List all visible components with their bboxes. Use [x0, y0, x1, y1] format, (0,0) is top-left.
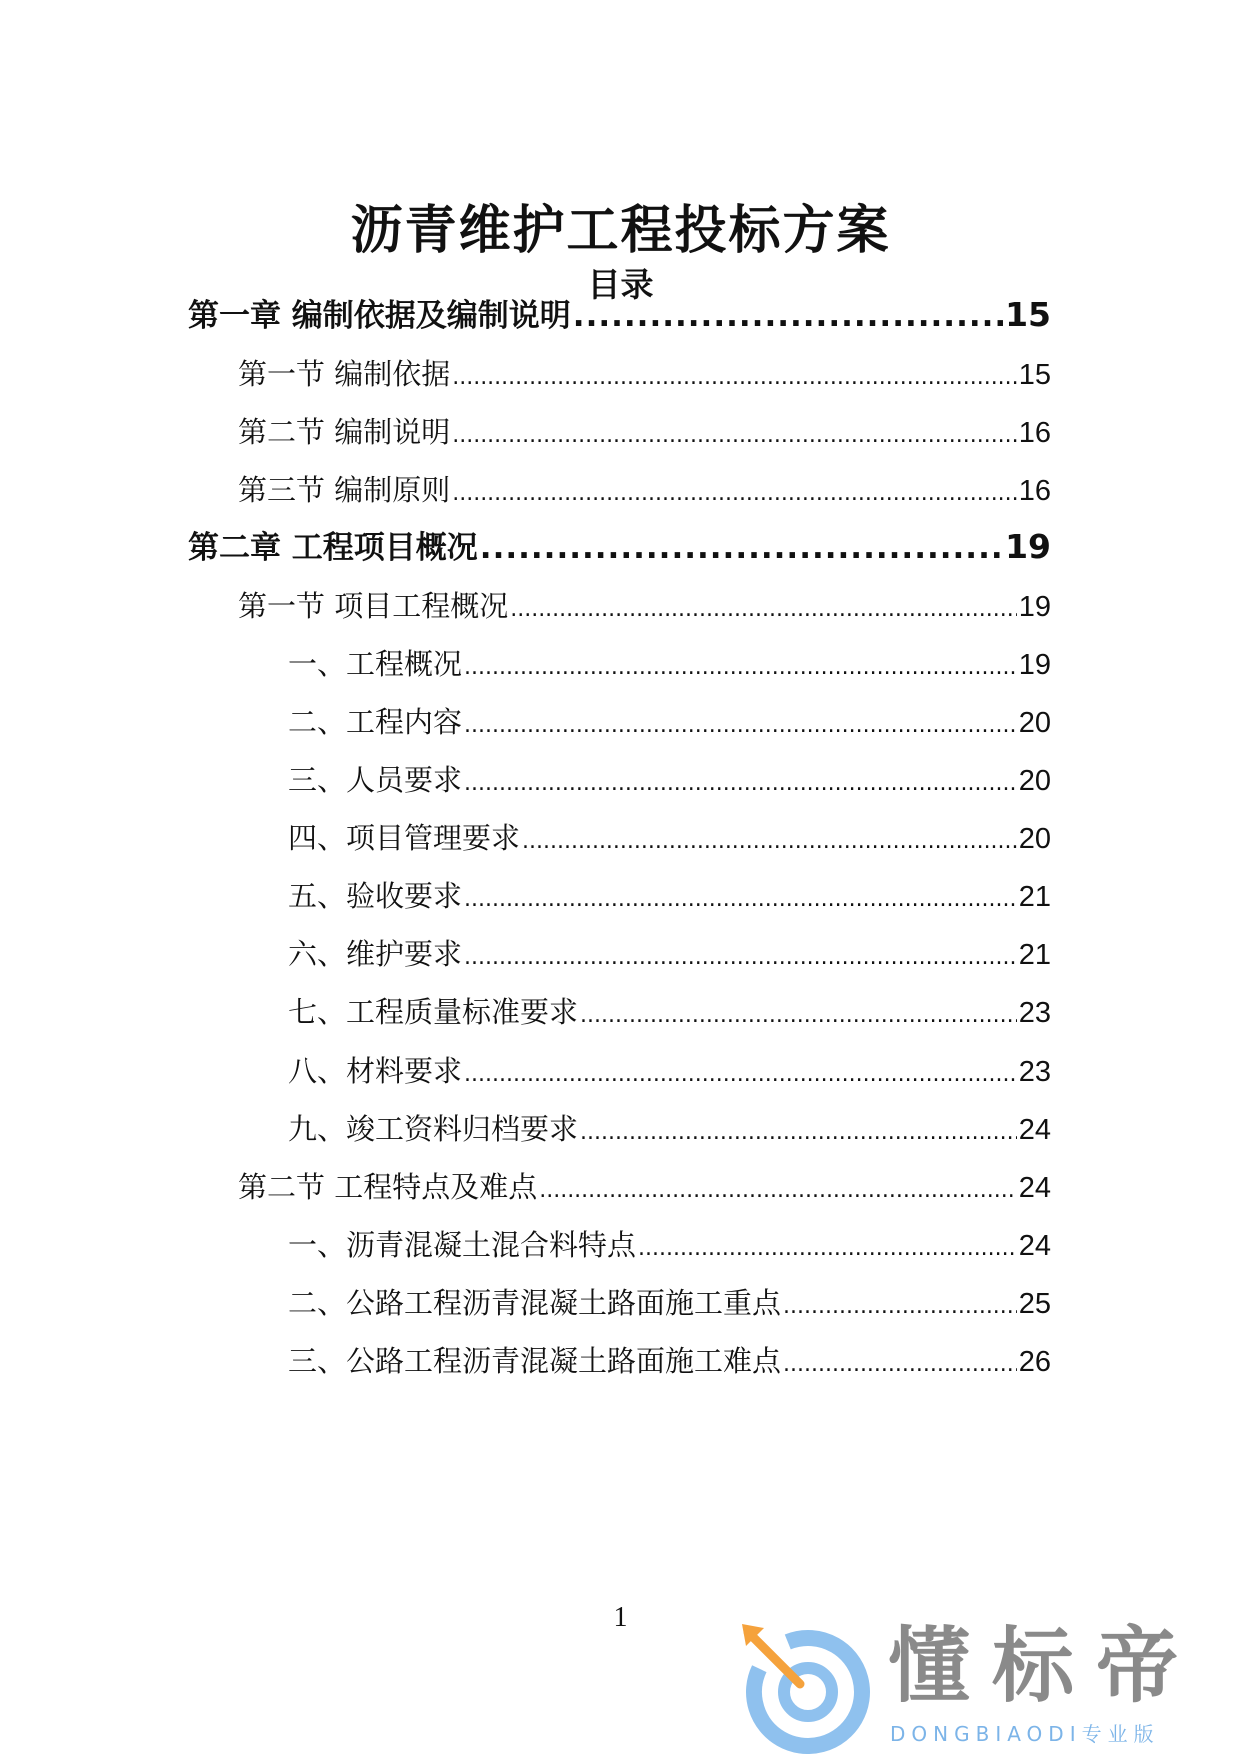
toc-entry-label: 九、竣工资料归档要求: [288, 1112, 579, 1146]
dot-leader: [638, 1225, 1017, 1273]
toc-entry-page: 15: [1005, 295, 1051, 334]
toc-entry-item[interactable]: [288, 1105, 1051, 1153]
toc-entry-page: 23: [1018, 997, 1051, 1029]
toc-entry-page: 25: [1018, 1288, 1051, 1320]
dot-leader: [783, 1341, 1017, 1389]
toc-entry-label: 八、材料要求: [288, 1054, 463, 1088]
toc-entry-item[interactable]: [288, 1337, 1051, 1385]
toc-entry-label: 第二节 工程特点及难点: [238, 1170, 538, 1204]
dot-leader: [522, 818, 1017, 866]
watermark-brand-subtitle: DONGBIAODI专业版: [890, 1722, 1160, 1746]
toc-entry-label: 四、项目管理要求: [288, 821, 521, 855]
toc-entry-label: 第二章 工程项目概况: [188, 530, 478, 566]
dot-leader: [480, 524, 1003, 572]
toc-entry-label: 二、公路工程沥青混凝土路面施工重点: [288, 1286, 782, 1320]
toc-entry-page: 20: [1018, 823, 1051, 855]
dot-leader: [464, 760, 1017, 808]
toc-entry-label: 三、公路工程沥青混凝土路面施工难点: [288, 1344, 782, 1378]
toc-entry-section[interactable]: [238, 350, 1051, 398]
toc-entry-page: 26: [1018, 1346, 1051, 1378]
toc-entry-item[interactable]: [288, 814, 1051, 862]
toc-entry-label: 第二节 编制说明: [238, 415, 451, 449]
dot-leader: [573, 292, 1003, 340]
toc-entry-label: 三、人员要求: [288, 763, 463, 797]
toc-entry-label: 七、工程质量标准要求: [288, 995, 579, 1029]
toc-entry-page: 23: [1018, 1056, 1051, 1088]
dot-leader: [464, 644, 1017, 692]
toc-entry-page: 20: [1018, 707, 1051, 739]
toc-entry-label: 五、验收要求: [288, 879, 463, 913]
toc-entry-label: 一、沥青混凝土混合料特点: [288, 1228, 637, 1262]
toc-entry-page: 20: [1018, 765, 1051, 797]
toc-entry-chapter[interactable]: [188, 523, 1051, 571]
dot-leader: [464, 934, 1017, 982]
target-logo-icon: [738, 1620, 878, 1754]
toc-entry-item[interactable]: [288, 930, 1051, 978]
toc-entry-chapter[interactable]: [188, 291, 1051, 339]
toc-entry-label: 第一节 项目工程概况: [238, 589, 509, 623]
toc-entry-item[interactable]: [288, 756, 1051, 804]
dot-leader: [464, 876, 1017, 924]
toc-entry-label: 二、工程内容: [288, 705, 463, 739]
toc-entry-page: 21: [1018, 939, 1051, 971]
dot-leader: [452, 354, 1017, 402]
dot-leader: [539, 1167, 1017, 1215]
toc-entry-label: 六、维护要求: [288, 937, 463, 971]
toc-entry-label: 第三节 编制原则: [238, 473, 451, 507]
toc-entry-label: 第一节 编制依据: [238, 357, 451, 391]
toc-entry-item[interactable]: [288, 872, 1051, 920]
dot-leader: [580, 1109, 1017, 1157]
toc-entry-label: 第一章 编制依据及编制说明: [188, 298, 571, 334]
toc-entry-page: 24: [1018, 1172, 1051, 1204]
toc-entry-page: 19: [1005, 527, 1051, 566]
toc-entry-item[interactable]: [288, 1279, 1051, 1327]
dot-leader: [510, 586, 1017, 634]
toc-entry-item[interactable]: [288, 1221, 1051, 1269]
dot-leader: [452, 470, 1017, 518]
toc-entry-page: 19: [1018, 649, 1051, 681]
toc-entry-page: 15: [1018, 359, 1051, 391]
toc-entry-page: 24: [1018, 1114, 1051, 1146]
dot-leader: [783, 1283, 1017, 1331]
page-number: 1: [613, 1602, 628, 1633]
toc-entry-item[interactable]: [288, 698, 1051, 746]
toc-entry-page: 16: [1018, 417, 1051, 449]
toc-entry-section[interactable]: [238, 466, 1051, 514]
toc-entry-page: 21: [1018, 881, 1051, 913]
toc-heading: 目录: [587, 265, 654, 304]
toc-entry-section[interactable]: [238, 408, 1051, 456]
toc-entry-label: 一、工程概况: [288, 647, 463, 681]
dot-leader: [580, 992, 1017, 1040]
dot-leader: [452, 412, 1017, 460]
watermark: [738, 1620, 1218, 1750]
toc-entry-item[interactable]: [288, 1047, 1051, 1095]
toc-entry-page: 24: [1018, 1230, 1051, 1262]
document-title: 沥青维护工程投标方案: [350, 200, 891, 261]
toc-entry-section[interactable]: [238, 582, 1051, 630]
dot-leader: [464, 702, 1017, 750]
toc-entry-item[interactable]: [288, 988, 1051, 1036]
toc-entry-section[interactable]: [238, 1163, 1051, 1211]
toc-entry-page: 16: [1018, 475, 1051, 507]
dot-leader: [464, 1051, 1017, 1099]
watermark-brand-name: 懂标帝: [888, 1619, 1201, 1714]
toc-entry-item[interactable]: [288, 640, 1051, 688]
toc-entry-page: 19: [1018, 591, 1051, 623]
